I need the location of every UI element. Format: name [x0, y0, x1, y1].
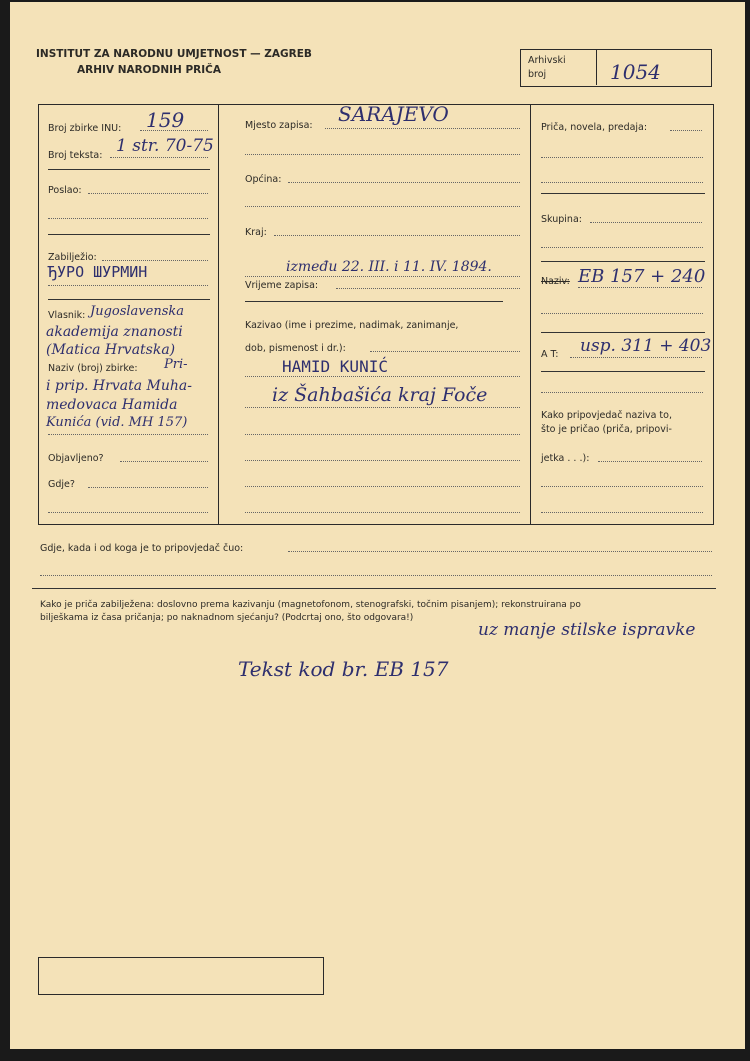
archive-card	[10, 2, 745, 1049]
narrator-line	[370, 351, 520, 352]
right-rule-2	[541, 261, 705, 262]
group-label: Skupina:	[541, 214, 582, 225]
called-label-2: što je pričao (priča, pripovi-	[541, 424, 672, 435]
where-heard-line-2	[40, 575, 712, 576]
at-value: usp. 311 + 403	[580, 336, 712, 356]
at-line-2	[541, 392, 703, 393]
called-line-2	[541, 486, 703, 487]
how-recorded-text-2: bilješkama iz časa pričanja; po naknadnom sjećanju? (Podcrtaj ono, što odgovara!)	[40, 613, 414, 623]
place-line-2	[245, 154, 520, 155]
text-reference-note: Tekst kod br. EB 157	[238, 657, 449, 681]
left-rule-3	[48, 299, 210, 300]
collection-value-4: Kunića (vid. MH 157)	[46, 415, 188, 430]
where-heard-line	[288, 551, 712, 552]
at-line	[570, 357, 702, 358]
narrator-line-6	[245, 486, 520, 487]
how-recorded-text-1: Kako je priča zabilježena: doslovno prema kazivanju (magnetofonom, stenografski, točnim pisanjem); rekonstruirana po	[40, 600, 581, 610]
collection-value-1: Pri-	[164, 357, 188, 372]
left-rule-1	[48, 169, 210, 170]
at-label: A T:	[541, 349, 559, 360]
collection-line	[48, 434, 208, 435]
narrator-line-5	[245, 460, 520, 461]
sent-line-2	[48, 218, 208, 219]
narrator-value-2: iz Šahbašića kraj Foče	[272, 384, 488, 406]
inu-value: 159	[146, 108, 185, 132]
region-label: Kraj:	[245, 227, 267, 238]
owner-label: Vlasnik:	[48, 310, 86, 321]
place-label: Mjesto zapisa:	[245, 120, 313, 131]
place-line	[325, 128, 520, 129]
archive-number-label-2: broj	[528, 69, 547, 80]
text-number-value: 1 str. 70-75	[116, 136, 214, 156]
owner-value-1: Jugoslavenska	[90, 304, 185, 319]
stylistic-note: uz manje stilske ispravke	[478, 620, 696, 640]
municipality-line-2	[245, 206, 520, 207]
time-line	[245, 276, 520, 277]
called-label-1: Kako pripovjedač naziva to,	[541, 410, 672, 421]
called-line	[598, 461, 702, 462]
recorded-by-line-2	[48, 285, 208, 286]
region-line	[274, 235, 520, 236]
place-value: SARAJEVO	[338, 102, 449, 126]
naziv-line-2	[541, 313, 703, 314]
group-line	[590, 222, 702, 223]
right-rule-3	[541, 332, 705, 333]
middle-rule-1	[245, 301, 503, 302]
archive-number-divider	[596, 49, 597, 85]
time-value: između 22. III. i 11. IV. 1894.	[286, 259, 492, 275]
where-label: Gdje?	[48, 479, 75, 490]
collection-label: Naziv (broj) zbirke:	[48, 363, 138, 374]
time-line-2	[336, 288, 520, 289]
time-label: Vrijeme zapisa:	[245, 280, 319, 291]
text-number-label: Broj teksta:	[48, 150, 103, 161]
narrator-value-1: HAMID KUNIĆ	[282, 357, 388, 376]
naziv-line	[578, 287, 702, 288]
where-heard-label: Gdje, kada i od koga je to pripovjedač čuo:	[40, 543, 244, 554]
published-label: Objavljeno?	[48, 453, 104, 464]
inu-line	[140, 130, 208, 131]
collection-value-3: medovaca Hamida	[46, 397, 178, 413]
called-line-3	[541, 512, 703, 513]
story-type-label: Priča, novela, predaja:	[541, 122, 648, 133]
narrator-label-2: dob, pismenost i dr.):	[245, 343, 346, 354]
archive-title: ARHIV NARODNIH PRIČA	[77, 64, 221, 76]
inu-label: Broj zbirke INU:	[48, 123, 122, 134]
story-type-line	[670, 130, 702, 131]
called-label-3: jetka . . .):	[541, 453, 590, 464]
group-line-2	[541, 247, 703, 248]
right-rule-4	[541, 371, 705, 372]
narrator-line-2	[245, 376, 520, 377]
recorded-by-line	[102, 260, 208, 261]
owner-value-3: (Matica Hrvatska)	[46, 342, 176, 358]
collection-value-2: i prip. Hrvata Muha-	[46, 378, 192, 394]
where-line-2	[48, 512, 208, 513]
recorded-by-value: ЂУРО ШУРМИН	[48, 263, 148, 281]
naziv-value: EB 157 + 240	[578, 266, 706, 287]
owner-value-2: akademija znanosti	[46, 324, 183, 340]
grid-divider-right	[530, 104, 531, 525]
story-type-line-3	[541, 182, 703, 183]
sent-label: Poslao:	[48, 185, 82, 196]
narrator-line-4	[245, 434, 520, 435]
narrator-line-3	[245, 407, 520, 408]
story-type-line-2	[541, 157, 703, 158]
narrator-label-1: Kazivao (ime i prezime, nadimak, zanimanje,	[245, 320, 459, 331]
municipality-label: Općina:	[245, 174, 282, 185]
bottom-rule	[32, 588, 716, 589]
narrator-line-7	[245, 512, 520, 513]
right-rule-1	[541, 193, 705, 194]
empty-stamp-box	[38, 957, 324, 995]
left-rule-2	[48, 234, 210, 235]
sent-line	[88, 193, 208, 194]
naziv-label: Naziv:	[541, 276, 570, 287]
where-line	[88, 487, 208, 488]
archive-number-value: 1054	[610, 60, 661, 84]
text-number-line	[110, 157, 208, 158]
published-line	[120, 461, 208, 462]
grid-divider-left	[218, 104, 219, 525]
recorded-by-label: Zabilježio:	[48, 252, 97, 263]
archive-number-label-1: Arhivski	[528, 55, 566, 66]
institution-title: INSTITUT ZA NARODNU UMJETNOST — ZAGREB	[36, 48, 312, 60]
municipality-line	[288, 182, 520, 183]
